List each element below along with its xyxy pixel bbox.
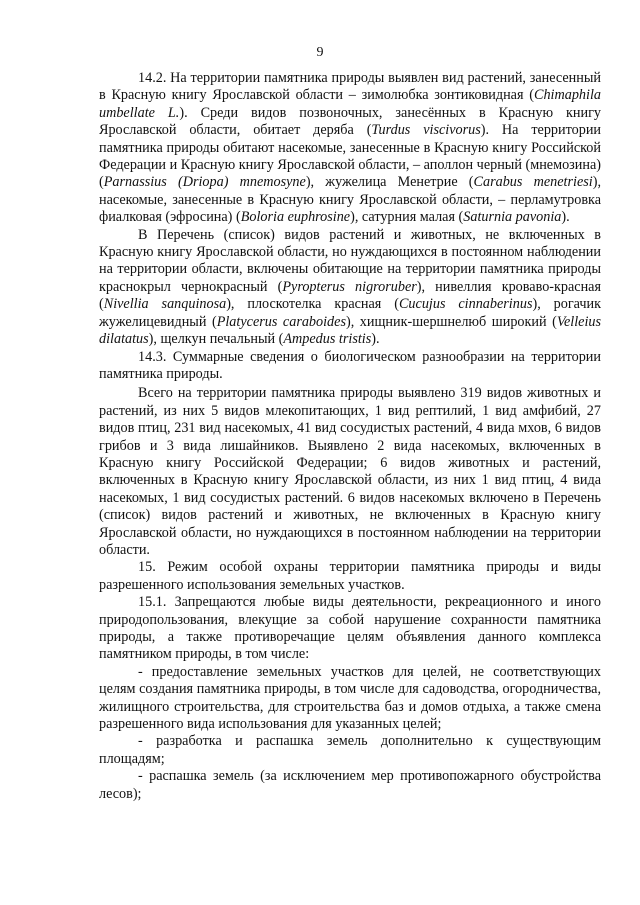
text-run: ), сатурния малая ( xyxy=(350,209,464,226)
latin-name: Carabus menetriesi xyxy=(473,174,593,191)
paragraph-15-1: 15.1. Запрещаются любые виды деятельности, рекреационного и иного природопользования, влекущие за собой нарушение сохранности памятника природы, а также противоречащие целям объявления данного комплекса памятником природы, в том числе: xyxy=(99,594,601,663)
text-run: ), плоскотелка красная ( xyxy=(226,296,399,313)
latin-name: Parnassius (Driopa) mnemosyne xyxy=(103,174,306,191)
text-run: 14.2. На территории памятника природы выявлен вид растений, занесенный в Красную книгу Ярославской области – зимолюбка зонтиковидная ( xyxy=(99,70,601,104)
text-run: ), жужелица Менетрие ( xyxy=(305,174,474,191)
latin-name: Chimaphila umbellate L. xyxy=(99,87,601,121)
text-run: ), хищник-шершнелюб широкий ( xyxy=(345,313,557,330)
text-run: ). xyxy=(371,331,380,348)
paragraph-14-3: 14.3. Суммарные сведения о биологическом разнообразии на территории памятника природы. xyxy=(99,348,601,382)
latin-name: Platycerus caraboides xyxy=(216,313,346,330)
latin-name: Nivellia sanquinosa xyxy=(103,296,227,313)
paragraph-perechen xyxy=(99,227,601,349)
text-run: ), рогачик жужелицевидный ( xyxy=(99,296,601,330)
list-item: - разработка и распашка земель дополнительно к существующим площадям; xyxy=(99,733,601,767)
text-run: ). xyxy=(561,209,570,226)
text-run: ), щелкун печальный ( xyxy=(148,331,284,348)
text-run: ). Среди видов позвоночных, занесённых в Красную книгу Ярославской области, обитает деряба ( xyxy=(99,104,601,139)
latin-name: Pyropterus nigroruber xyxy=(282,278,417,295)
page-number: 9 xyxy=(316,45,324,60)
list-item: - предоставление земельных участков для целей, не соответствующих целям создания памятника природы, в том числе для садоводства, огородничества, жилищного строительства, для строительства баз и домов отдыха, а также смена разрешенного вида использования для указанных целей; xyxy=(99,663,601,733)
latin-name: Velleius dilatatus xyxy=(99,313,602,348)
text-run: В Перечень (список) видов растений и животных, не включенных в Красную книгу Ярославской области, но нуждающихся в постоянном наблюдении на территории области, включены обитающие на территории памятника природы краснокрыл чернокрасный ( xyxy=(99,226,601,295)
paragraph-biodiversity-summary: Всего на территории памятника природы выявлено 319 видов животных и растений, из них 5 видов млекопитающих, 1 вид рептилий, 1 вид амфибий, 27 видов птиц, 231 вид насекомых, 41 вид сосудистых растений, 4 вида мхов, 6 видов грибов и 3 вида лишайников. Выявлено 2 вида насекомых, включенных в Красную книгу Российской Федерации; 6 видов животных и растений, включенных в Красную книгу Ярославской области, из них 1 вид птиц, 4 вида насекомых, 1 вид сосудистых растений. 6 видов насекомых включено в Перечень (список) видов растений и животных, не включенных в Красную книгу Ярославской области, но нуждающихся в постоянном наблюдении на территории области. xyxy=(99,385,601,558)
paragraph-15: 15. Режим особой охраны территории памятника природы и виды разрешенного использования земельных участков. xyxy=(99,559,601,593)
text-run: ), насекомые, занесенные в Красную книгу Ярославской области, – перламутровка фиалковая (эфросина) ( xyxy=(99,174,601,226)
document-body xyxy=(99,70,601,803)
paragraph-14-2 xyxy=(99,70,601,227)
latin-name: Turdus viscivorus xyxy=(371,122,481,139)
latin-name: Ampedus tristis xyxy=(283,331,372,348)
list-item: - распашка земель (за исключением мер противопожарного обустройства лесов); xyxy=(99,768,601,802)
text-run: ). На территории памятника природы обитают насекомые, занесенные в Красную книгу Российской Федерации и Красную книгу Ярославской области, – аполлон черный (мнемозина) ( xyxy=(99,122,601,191)
text-run: ), нивеллия кроваво-красная ( xyxy=(99,278,602,313)
latin-name: Saturnia pavonia xyxy=(463,209,562,226)
latin-name: Cucujus cinnaberinus xyxy=(398,296,533,313)
latin-name: Boloria euphrosine xyxy=(240,209,351,226)
